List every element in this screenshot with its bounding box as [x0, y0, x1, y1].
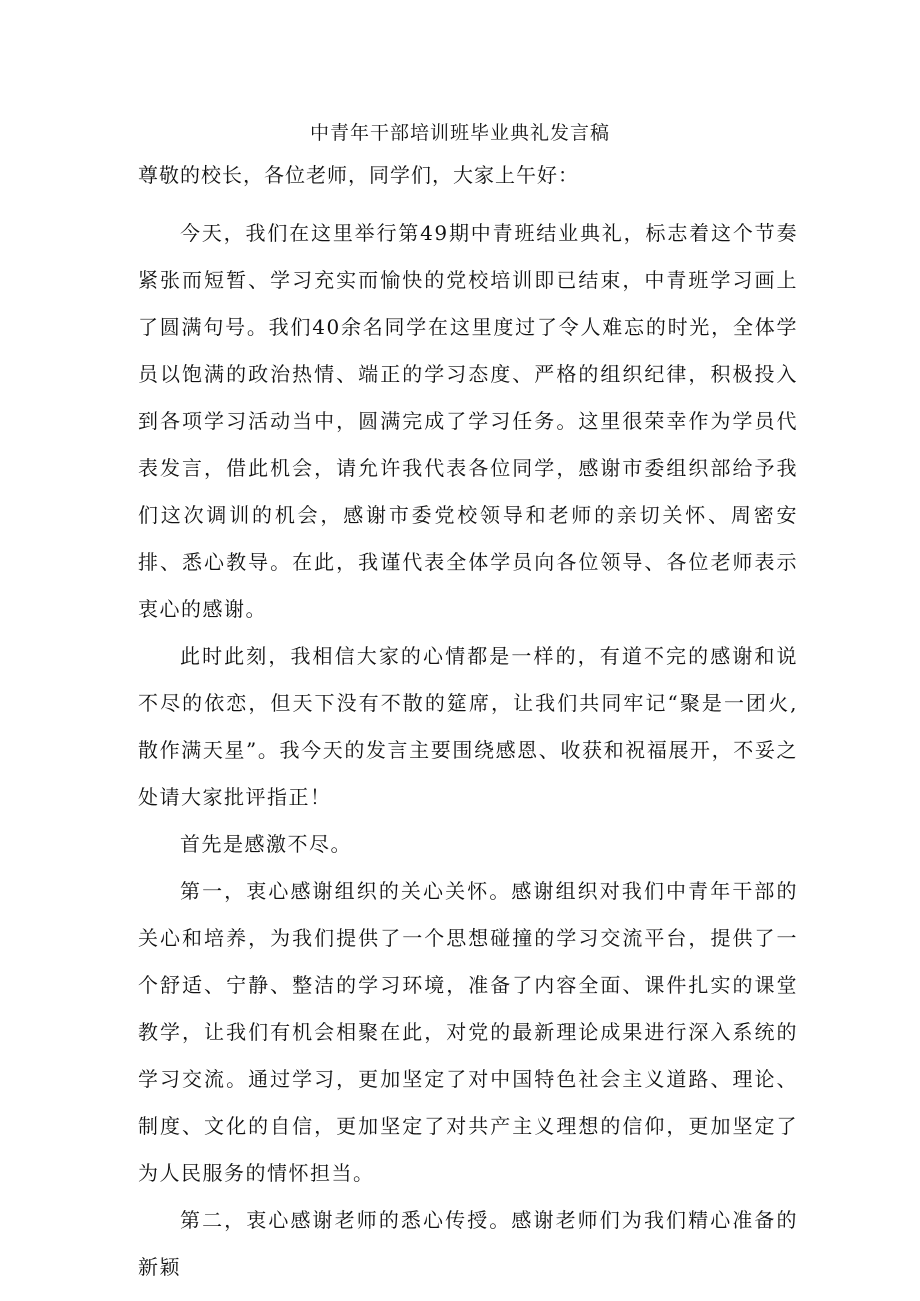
paragraph-farewell: 此时此刻，我相信大家的心情都是一样的，有道不完的感谢和说不尽的依恋，但天下没有不散的筵席，让我们共同牢记“聚是一团火,散作满天星”。我今天的发言主要围绕感恩、收获和祝福展开，不妥之处请大家批评指正！: [138, 644, 798, 809]
paragraph-gratitude-heading: 首先是感激不尽。: [180, 832, 352, 856]
paragraph-opening: 今天，我们在这里举行第49期中青班结业典礼，标志着这个节奏紧张而短暂、学习充实而愉快的党校培训即已结束，中青班学习画上了圆满句号。我们40余名同学在这里度过了令人难忘的时光，全体学员以饱满的政治热情、端正的学习态度、严格的组织纪律，积极投入到各项学习活动当中，圆满完成了学习任务。这里很荣幸作为学员代表发言，借此机会，请允许我代表各位同学，感谢市委组织部给予我们这次调训的机会，感谢市委党校领导和老师的亲切关怀、周密安排、悉心教导。在此，我谨代表全体学员向各位领导、各位老师表示衷心的感谢。: [138, 221, 798, 621]
document-body: [138, 210, 798, 1291]
salutation: 尊敬的校长，各位老师，同学们，大家上午好：: [138, 163, 579, 187]
document-title: 中青年干部培训班毕业典礼发言稿: [309, 122, 610, 144]
paragraph-first-thanks: 第一，衷心感谢组织的关心关怀。感谢组织对我们中青年干部的关心和培养，为我们提供了一个思想碰撞的学习交流平台，提供了一个舒适、宁静、整洁的学习环境，准备了内容全面、课件扎实的课堂教学，让我们有机会相聚在此，对党的最新理论成果进行深入系统的学习交流。通过学习，更加坚定了对中国特色社会主义道路、理论、制度、文化的自信，更加坚定了对共产主义理想的信仰，更加坚定了为人民服务的情怀担当。: [138, 879, 798, 1185]
paragraph-second-thanks: 第二，衷心感谢老师的悉心传授。感谢老师们为我们精心准备的新颖: [138, 1208, 798, 1279]
